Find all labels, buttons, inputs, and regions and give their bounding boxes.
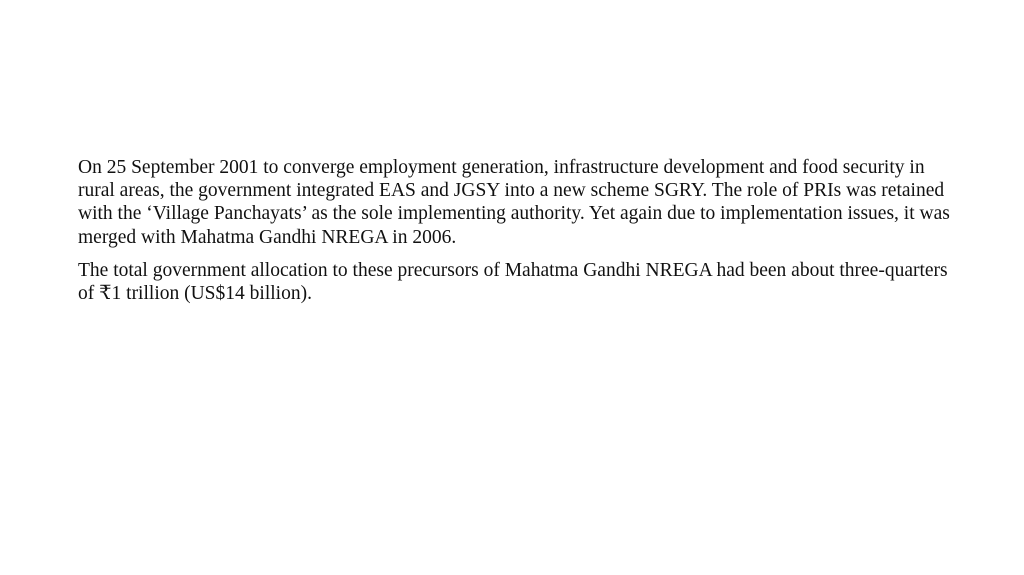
document-body [78, 156, 958, 315]
paragraph-sgry: On 25 September 2001 to converge employment generation, infrastructure development and food security in rural areas, the government integrated EAS and JGSY into a new scheme SGRY. The role of PRIs was retained with the ‘Village Panchayats’ as the sole implementing authority. Yet again due to implementation issues, it was merged with Mahatma Gandhi NREGA in 2006. [78, 157, 950, 248]
paragraph-allocation: The total government allocation to these precursors of Mahatma Gandhi NREGA had been about three-quarters of ₹1 trillion (US$14 billion). [78, 259, 948, 305]
